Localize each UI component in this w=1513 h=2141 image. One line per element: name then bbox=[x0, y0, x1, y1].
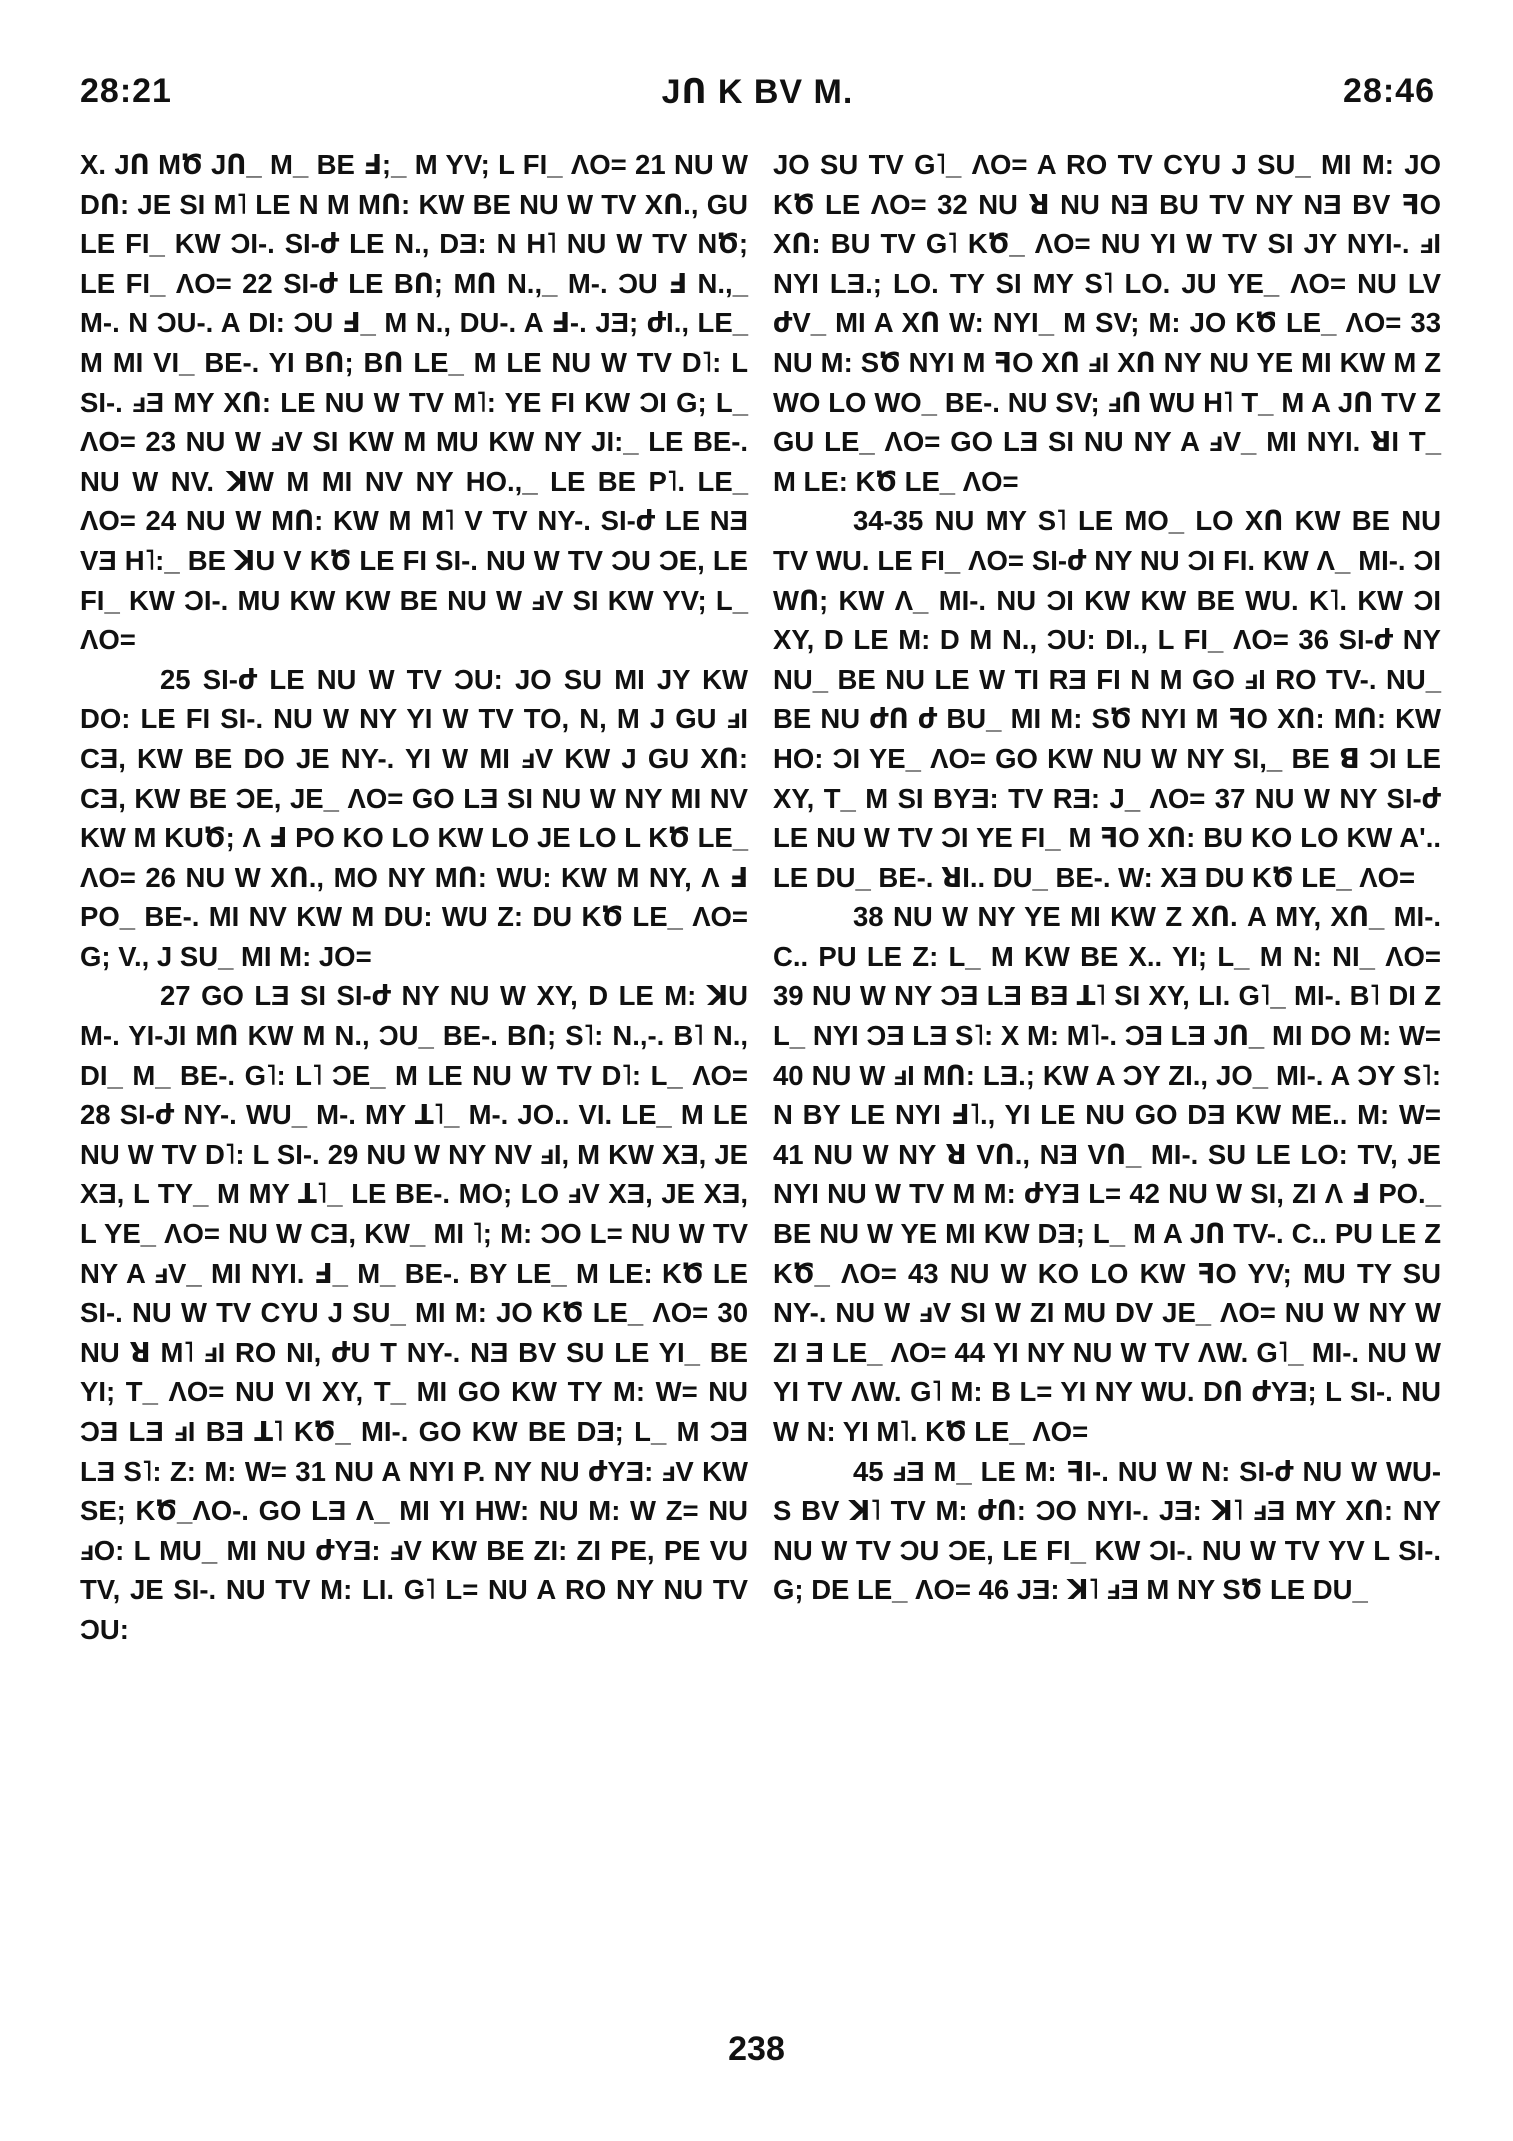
paragraph: 38 NU W NY YE MI KW Z XՈ. A MY, XՈ_ MI-. C.. PU LE Z: L_ M KW BE X.. YI; L_ M N: NI_ ΛO= 39 NU W NY ϽƎ LƎ BƎ ꓕ˥ SI XY, LI. G˥_ MI-. B˥ DI Z L_ NYI ϽƎ LƎ S˥: X M: M˥-. ϽƎ LƎ JՈ_ MI DO M: W= 40 NU W ⅎI MՈ: LƎ.; KW A ϽY ZI., JO_ MI-. A ϽY S˥: N BY LE NYI Ⅎ˥., YI LE NU GO DƎ KW ME.. M: W= 41 NU W NY ꓤ VՈ., NƎ VՈ_ MI-. SU LE LO: TV, JE NYI NU W TV M M: ժYƎ L= 42 NU W SI, ZI Λ Ⅎ PO._ BE NU W YE MI KW DƎ; L_ M A JՈ TV-. C.. PU LE Z KԾ_ ΛO= 43 NU W KO LO KW ꟻO YV; MU TY SU NY-. NU W ⅎV SI W ZI MU DV JE_ ΛO= NU W NY W ZI Ǝ LE_ ΛO= 44 YI NY NU W TV ΛW. G˥_ MI-. NU W YI TV ΛW. G˥ M: B L= YI NY WU. DՈ ժYƎ; L SI-. NU W N: YI M˥. KԾ LE_ ΛO= bbox=[773, 901, 1441, 1447]
header-chapter-end: 28:46 bbox=[1343, 72, 1435, 110]
page-header bbox=[80, 72, 1435, 132]
paragraph: 34-35 NU MY S˥ LE MO_ LO XՈ KW BE NU TV WU. LE FI_ ΛO= SI-ժ NY NU ϽI FI. KW Λ_ MI-. ϽI WՈ; KW Λ_ MI-. NU ϽI KW KW BE WU. K˥. KW ϽI XY, D LE M: D M N., ϽU: DI., L FI_ ΛO= 36 SI-ժ NY NU_ BE NU LE W TI RƎ FI N M GO ⅎI RO TV-. NU_ BE NU ժՈ ժ BU_ MI M: SԾ NYI M ꟻO XՈ: MՈ: KW HO: ϽI YE_ ΛO= GO KW NU W NY SI,_ BE ꓭ ϽI LE XY, T_ M SI BYƎ: TV RƎ: J_ ΛO= 37 NU W NY SI-ժ LE NU W TV ϽI YE FI_ M ꟻO XՈ: BU KO LO KW A'.. LE DU_ BE-. ꓤI.. DU_ BE-. W: XƎ DU KԾ LE_ ΛO= bbox=[773, 505, 1441, 893]
page-number: 238 bbox=[728, 2030, 785, 2068]
paragraph: JO SU TV G˥_ ΛO= A RO TV CYU J SU_ MI M: JO KԾ LE ΛO= 32 NU ꓤ NU NƎ BU TV NY NƎ BV ꟻO XՈ: BU TV G˥ KԾ_ ΛO= NU YI W TV SI JY NYI-. ⅎI NYI LƎ.; LO. TY SI MY S˥ LO. JU YE_ ΛO= NU LV ժV_ MI A XՈ W: NYI_ M SV; M: JO KԾ LE_ ΛO= 33 NU M: SԾ NYI M ꟻO XՈ ⅎI XՈ NY NU YE MI KW M Z WO LO WO_ BE-. NU SV; ⅎՈ WU H˥ T_ M A JՈ TV Z GU LE_ ΛO= GO LƎ SI NU NY A ⅎV_ MI NYI. ꓤI T_ M LE: KԾ LE_ ΛO= bbox=[773, 149, 1441, 497]
paragraph: 45 ⅎƎ M_ LE M: ꟻI-. NU W N: SI-ժ NU W WU-S BV ꓘ˥ TV M: ժՈ: ϽO NYI-. JƎ: ꓘ˥ ⅎƎ MY XՈ: NY NU W TV ϽU ϽE, LE FI_ KW ϽI-. NU W TV YV L SI-. G; DE LE_ ΛO= 46 JƎ: ꓘ˥ ⅎƎ M NY SԾ LE DU_ bbox=[773, 1455, 1441, 1606]
right-text-column bbox=[773, 145, 1441, 1610]
left-text-column bbox=[80, 145, 748, 1650]
paragraph: X. JՈ MԾ JՈ_ M_ BE Ⅎ;_ M YV; L FI_ ΛO= 21 NU W DՈ: JE SI M˥ LE N M MՈ: KW BE NU W TV XՈ., GU LE FI_ KW ϽI-. SI-ժ LE N., DƎ: N H˥ NU W TV NԾ; LE FI_ ΛO= 22 SI-ժ LE BՈ; MՈ N.,_ M-. ϽU Ⅎ N.,_ M-. N ϽU-. A DI: ϽU Ⅎ_ M N., DU-. A Ⅎ-. JƎ; ժI., LE_ M MI VI_ BE-. YI BՈ; BՈ LE_ M LE NU W TV D˥: L SI-. ⅎƎ MY XՈ: LE NU W TV M˥: YE FI KW ϽI G; L_ ΛO= 23 NU W ⅎV SI KW M MU KW NY JI:_ LE BE-. NU W NV. ꓘW M MI NV NY HO.,_ LE BE P˥. LE_ ΛO= 24 NU W MՈ: KW M M˥ V TV NY-. SI-ժ LE NƎ VƎ H˥:_ BE ꓘU V KԾ LE FI SI-. NU W TV ϽU ϽE, LE FI_ KW ϽI-. MU KW KW BE NU W ⅎV SI KW YV; L_ ΛO= bbox=[80, 149, 748, 656]
paragraph: 27 GO LƎ SI SI-ժ NY NU W XY, D LE M: ꓘU M-. YI-JI MՈ KW M N., ϽU_ BE-. BՈ; S˥: N.,-. B˥ N., DI_ M_ BE-. G˥: L˥ ϽE_ M LE NU W TV D˥: L_ ΛO= 28 SI-ժ NY-. WU_ M-. MY ꓕ˥_ M-. JO.. VI. LE_ M LE NU W TV D˥: L SI-. 29 NU W NY NV ⅎI, M KW XƎ, JE XƎ, L TY_ M MY ꓕ˥_ LE BE-. MO; LO ⅎV XƎ, JE XƎ, L YE_ ΛO= NU W CƎ, KW_ MI ˥; M: ϽO L= NU W TV NY A ⅎV_ MI NYI. Ⅎ_ M_ BE-. BY LE_ M LE: KԾ LE SI-. NU W TV CYU J SU_ MI M: JO KԾ LE_ ΛO= 30 NU ꓤ M˥ ⅎI RO NI, ժU T NY-. NƎ BV SU LE YI_ BE YI; T_ ΛO= NU VI XY, T_ MI GO KW TY M: W= NU ϽƎ LƎ ⅎI BƎ ꓕ˥ KԾ_ MI-. GO KW BE DƎ; L_ M ϽƎ LƎ S˥: Z: M: W= 31 NU A NYI P. NY NU ժYƎ: ⅎV KW SE; KԾ_ΛO-. GO LƎ Λ_ MI YI HW: NU M: W Z= NU ⅎO: L MU_ MI NU ժYƎ: ⅎV KW BE ZI: ZI PE, PE VU TV, JE SI-. NU TV M: LI. G˥ L= NU A RO NY NU TV ϽU: bbox=[80, 980, 748, 1645]
header-book-title: JՈ K BV M. bbox=[661, 73, 854, 111]
paragraph: 25 SI-ժ LE NU W TV ϽU: JO SU MI JY KW DO: LE FI SI-. NU W NY YI W TV TO, N, M J GU ⅎI CƎ, KW BE DO JE NY-. YI W MI ⅎV KW J GU XՈ: CƎ, KW BE ϽE, JE_ ΛO= GO LƎ SI NU W NY MI NV KW M KUԾ; Λ Ⅎ PO KO LO KW LO JE LO L KԾ LE_ ΛO= 26 NU W XՈ., MO NY MՈ: WU: KW M NY, Λ Ⅎ PO_ BE-. MI NV KW M DU: WU Z: DU KԾ LE_ ΛO= G; V., J SU_ MI M: JO= bbox=[80, 663, 748, 972]
header-chapter-start: 28:21 bbox=[80, 72, 172, 110]
